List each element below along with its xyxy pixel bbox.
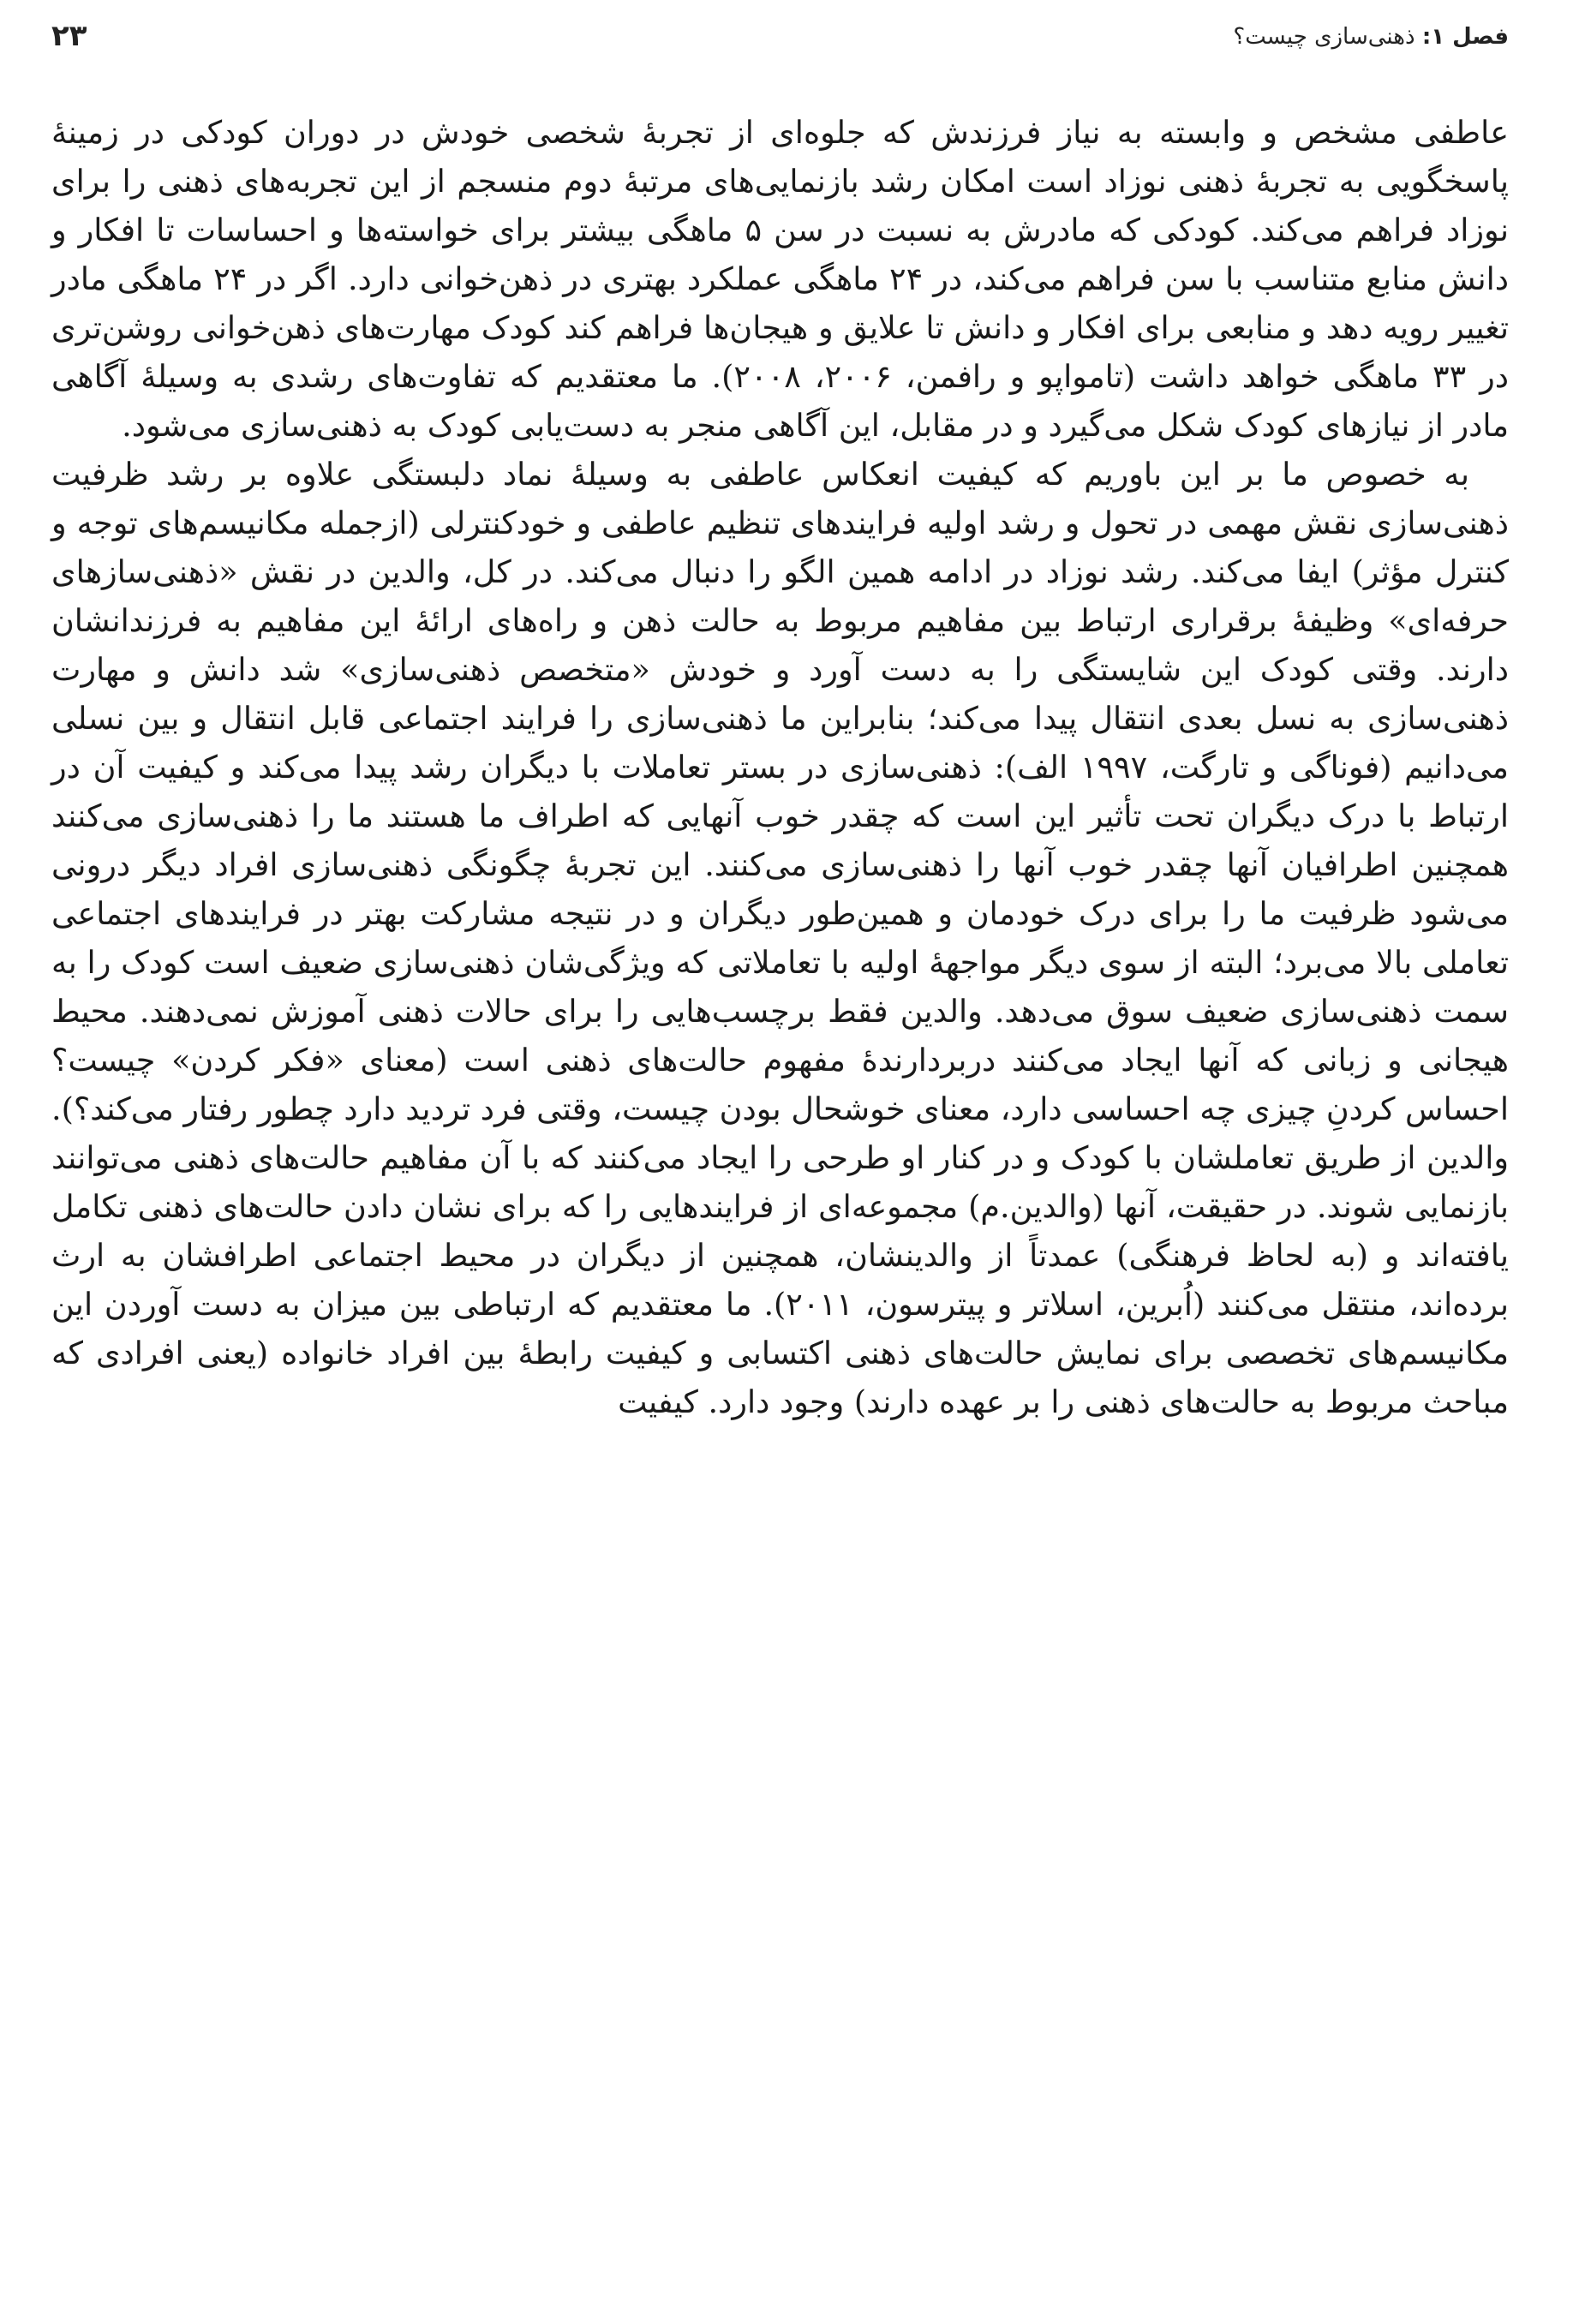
paragraph-continued: عاطفی مشخص و وابسته به نیاز فرزندش که جلوه‌ای از تجربهٔ شخصی خودش در دوران کودکی در زمینهٔ پاسخگویی به تجربهٔ ذهنی نوزاد است امکان رشد بازنمایی‌های مرتبهٔ دوم منسجم از این تجربه‌های ذهنی را برای نوزاد فراهم می‌کند. کودکی که مادرش به نسبت در سن ۵ ماهگی بیشتر برای خواسته‌ها و احساسات تا افکار و دانش منابع متناسب با سن فراهم می‌کند، در ۲۴ ماهگی عملکرد بهتری در ذهن‌خوانی دارد. اگر در ۲۴ ماهگی مادر تغییر رویه دهد و منابعی برای افکار و دانش تا علایق و هیجان‌ها فراهم کند کودک مهارت‌های ذهن‌خوانی روشن‌تری در ۳۳ ماهگی خواهد داشت (تامواپو و رافمن، ۲۰۰۶، ۲۰۰۸). ما معتقدیم که تفاوت‌های رشدی به وسیلهٔ آگاهی مادر از نیازهای کودک شکل می‌گیرد و در مقابل، این آگاهی منجر به دست‌یابی کودک به ذهنی‌سازی می‌شود. [51,114,1510,444]
chapter-heading [1233,24,1509,50]
page-number: ۲۳ [51,19,87,53]
paragraph: به خصوص ما بر این باوریم که کیفیت انعکاس عاطفی به وسیلهٔ نماد دلبستگی علاوه بر رشد ظرفیت ذهنی‌سازی نقش مهمی در تحول و رشد اولیه فرایندهای تنظیم عاطفی و خودکنترلی (ازجمله مکانیسم‌های توجه و کنترل مؤثر) ایفا می‌کند. رشد نوزاد در ادامه همین الگو را دنبال می‌کند. در کل، والدین در نقش «ذهنی‌سازهای حرفه‌ای» وظیفهٔ برقراری ارتباط بین مفاهیم مربوط به حالت ذهن و راه‌های ارائهٔ این مفاهیم به فرزندانشان دارند. وقتی کودک این شایستگی را به دست آورد و خودش «متخصص ذهنی‌سازی» شد دانش و مهارت ذهنی‌سازی به نسل بعدی انتقال پیدا می‌کند؛ بنابراین ما ذهنی‌سازی را فرایند اجتماعی قابل انتقال و بین نسلی می‌دانیم (فوناگی و تارگت، ۱۹۹۷ الف): ذهنی‌سازی در بستر تعاملات با دیگران رشد پیدا می‌کند و کیفیت آن در ارتباط با درک دیگران تحت تأثیر این است که چقدر خوب آنهایی که اطراف ما هستند ما را ذهنی‌سازی می‌کنند همچنین اطرافیان آنها چقدر خوب آنها را ذهنی‌سازی می‌کنند. این تجربهٔ چگونگی ذهنی‌سازی افراد دیگر درونی می‌شود ظرفیت ما را برای درک خودمان و همین‌طور دیگران و در نتیجه مشارکت بهتر در فرایندهای اجتماعی تعاملی بالا می‌برد؛ البته از سوی دیگر مواجههٔ اولیه با تعاملاتی که ویژگی‌شان ذهنی‌سازی ضعیف است کودک را به سمت ذهنی‌سازی ضعیف سوق می‌دهد. والدین فقط برچسب‌هایی را برای حالات ذهنی آموزش نمی‌دهند. محیط هیجانی و زبانی که آنها ایجاد می‌کنند دربردارندهٔ مفهوم حالت‌های ذهنی است (معنای «فکر کردن» چیست؟ احساس کردنِ چیزی چه احساسی دارد، معنای خوشحال بودن چیست، وقتی فرد تردید دارد چطور رفتار می‌کند؟). والدین از طریق تعاملشان با کودک و در کنار او طرحی را ایجاد می‌کنند که با آن مفاهیم حالت‌های ذهنی می‌توانند بازنمایی شوند. در حقیقت، آنها (والدین.م) مجموعه‌ای از فرایندهایی را که برای نشان دادن حالت‌های ذهنی تکامل یافته‌اند و (به لحاظ فرهنگی) عمدتاً از والدینشان، همچنین از دیگران در محیط اجتماعی اطرافشان به ارث برده‌اند، منتقل می‌کنند (اُبرین، اسلاتر و پیترسون، ۲۰۱۱). ما معتقدیم که ارتباطی بین میزان به دست آوردن این مکانیسم‌های تخصصی برای نمایش حالت‌های ذهنی اکتسابی و کیفیت رابطهٔ بین افراد خانواده (یعنی افرادی که مباحث مربوط به حالت‌های ذهنی را بر عهده دارند) وجود دارد. کیفیت [51,456,1509,1420]
body-text [51,108,1509,1426]
running-head [51,19,1509,67]
chapter-title: ذهنی‌سازی چیست؟ [1233,24,1415,50]
chapter-label: فصل ۱: [1421,24,1509,50]
